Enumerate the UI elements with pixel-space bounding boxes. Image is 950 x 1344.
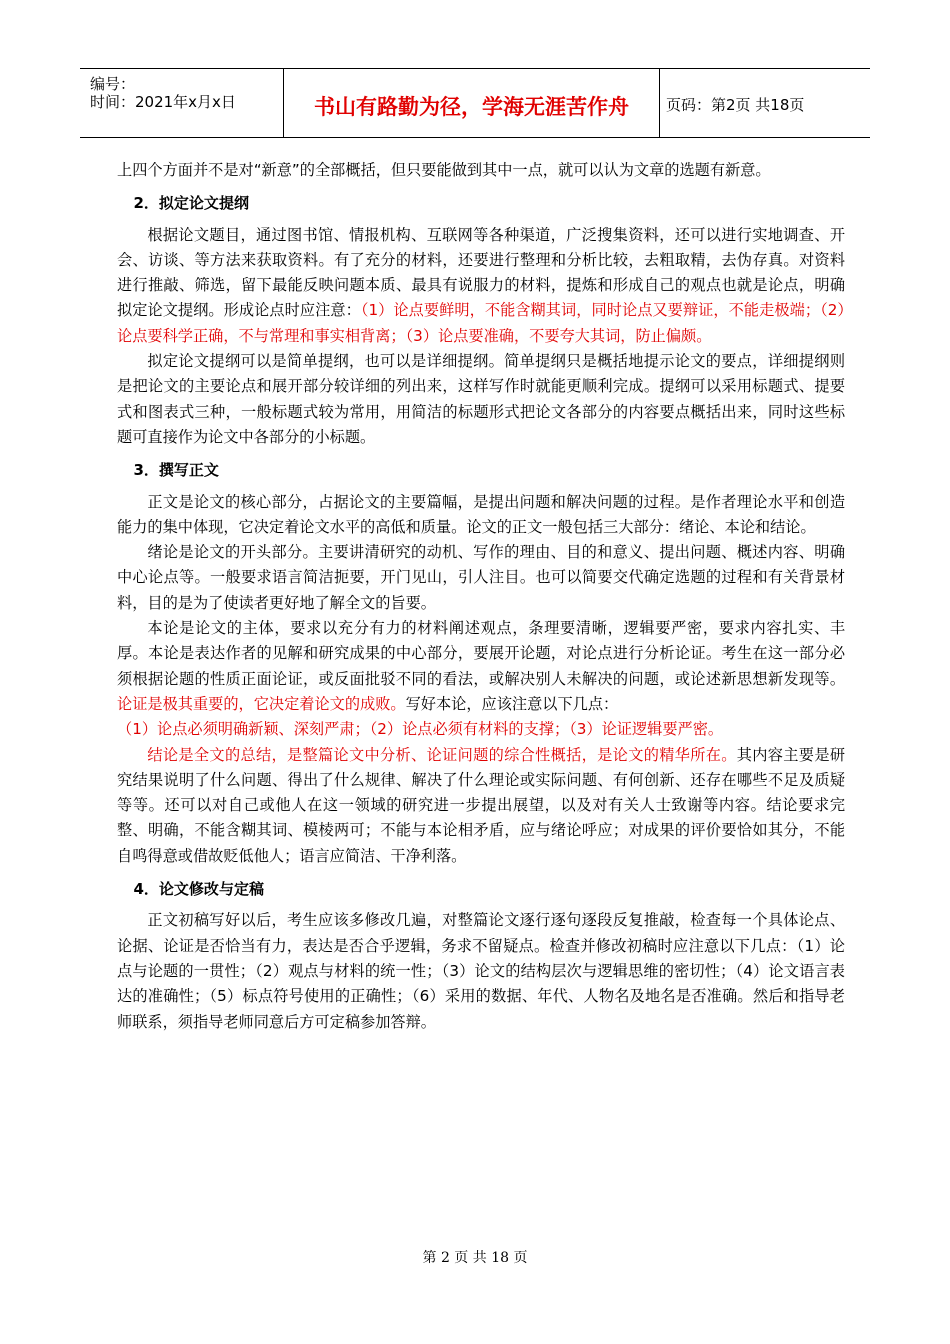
paragraph: 拟定论文提纲可以是简单提纲，也可以是详细提纲。简单提纲只是概括地提示论文的要点，详细提纲则是把论文的主要论点和展开部分较详细的列出来，这样写作时就能更顺利完成。提纲可以采用标题式、提要式和图表式三种，一般标题式较为常用，用简洁的标题形式把论文各部分的内容要点概括出来，同时这些标题可直接作为论文中各部分的小标题。 [117,352,845,446]
section-heading: 3．撰写正文 [133,461,219,480]
header-motto-cell [283,69,660,137]
section-heading: 2．拟定论文提纲 [133,194,249,213]
paragraph: 正文初稿写好以后，考生应该多修改几遍，对整篇论文逐行逐句逐段反复推敲，检查每一个具体论点、论据、论证是否恰当有力，表达是否合乎逻辑，务求不留疑点。检查并修改初稿时应注意以下几点：（1）论点与论题的一贯性；（2）观点与材料的统一性；（3）论文的结构层次与逻辑思维的密切性；（4）论文语言表达的准确性；（5）标点符号使用的正确性；（6）采用的数据、年代、人物名及地名是否准确。然后和指导老师联系，须指导老师同意后方可定稿参加答辩。 [117,911,845,1031]
motto: 书山有路勤为径，学海无涯苦作舟 [314,95,629,119]
section-heading: 4．论文修改与定稿 [133,880,264,899]
paragraph: 绪论是论文的开头部分。主要讲清研究的动机、写作的理由、目的和意义、提出问题、概述内容、明确中心论点等。一般要求语言简洁扼要，开门见山，引人注目。也可以简要交代确定选题的过程和有关背景材料，目的是为了使读者更好地了解全文的旨要。 [117,543,845,612]
emphasis-text: （1）论点要鲜明，不能含糊其词，同时论点又要辩证，不能走极端；（2）论点要科学正确，不与常理和事实相背离；（3）论点要准确，不要夸大其词，防止偏颇。 [117,301,846,345]
emphasis-text: 论证是极其重要的，它决定着论文的成败。 [117,694,406,713]
header-meta-cell [80,69,283,137]
page-header [80,68,870,138]
paragraph-text: 根据论文题目，通过图书馆、情报机构、互联网等各种渠道，广泛搜集资料，还可以进行实地调查、开会、访谈、等方法来获取资料。有了充分的材料，还要进行整理和分析比较，去粗取精，去伪存真。对资料进行推敲、筛选，留下最能反映问题本质、最具有说服力的材料，提炼和形成自己的观点也就是论点，明确拟定论文提纲。形成论点时应注意： [117,225,845,320]
number-label: 编号： [90,75,136,93]
page-footer: 第 2 页 共 18 页 [422,1250,528,1266]
emphasis-text: 结论是全文的总结，是整篇论文中分析、论证问题的综合性概括，是论文的精华所在。 [147,745,737,764]
paragraph [117,743,845,869]
document-body [117,158,845,1035]
paragraph-text: 本论是论文的主体，要求以充分有力的材料阐述观点，条理要清晰，逻辑要严密，要求内容扎实、丰厚。本论是表达作者的见解和研究成果的中心部分，要展开论题，对论点进行分析论证。考生在这一部分必须根据论题的性质正面论证，或反面批驳不同的看法，或解决别人未解决的问题，或论述新思想新发现等。 [117,619,845,688]
paragraph-text: 写好本论，应该注意以下几点： [405,694,619,713]
paragraph: 上四个方面并不是对“新意”的全部概括，但只要能做到其中一点，就可以认为文章的选题有新意。 [117,161,771,179]
paragraph [117,616,845,742]
paragraph [117,223,845,349]
paragraph-text: 其内容主要是研究结果说明了什么问题、得出了什么规律、解决了什么理论或实际问题、有何创新、还存在哪些不足及质疑等等。还可以对自己或他人在这一领域的研究进一步提出展望，以及对有关人士致谢等内容。结论要求完整、明确，不能含糊其词、模棱两可；不能与本论相矛盾，应与绪论呼应；对成果的评价要恰如其分，不能自鸣得意或借故贬低他人；语言应简洁、干净利落。 [117,745,846,865]
page-label: 页码：第2页 共18页 [666,96,805,114]
emphasis-text: （1）论点必须明确新颖、深刻严肃；（2）论点必须有材料的支撑；（3）论证逻辑要严密。 [117,720,724,739]
paragraph: 正文是论文的核心部分，占据论文的主要篇幅，是提出问题和解决问题的过程。是作者理论水平和创造能力的集中体现，它决定着论文水平的高低和质量。论文的正文一般包括三大部分：绪论、本论和结论。 [117,492,845,536]
time-label: 时间：2021年x月x日 [90,93,236,111]
header-page-cell [658,69,870,137]
